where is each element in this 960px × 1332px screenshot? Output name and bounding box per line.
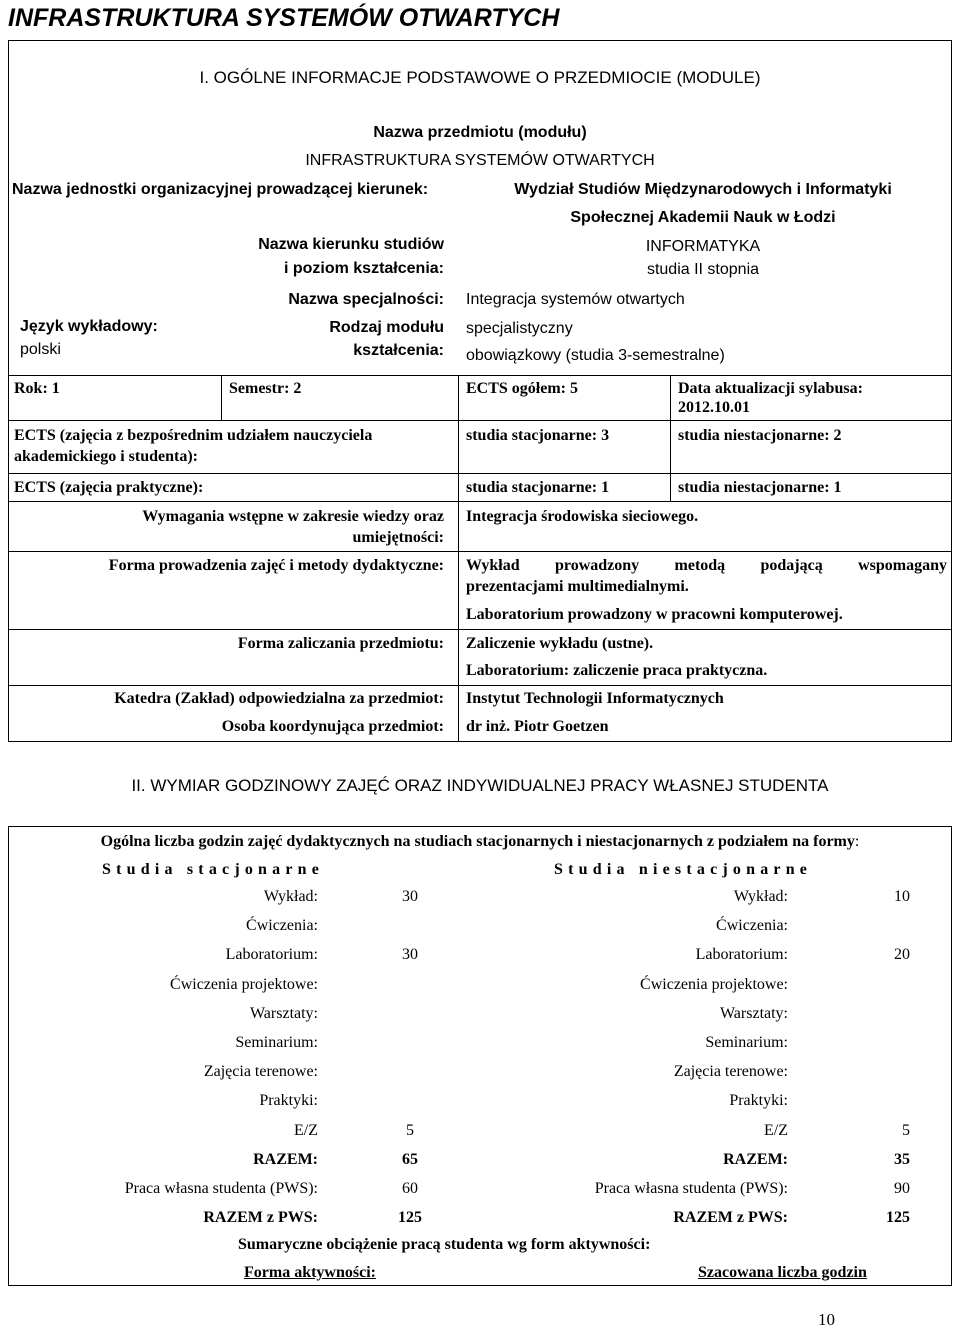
assessment-value-2: Laboratorium: zaliczenie praca praktyczna. — [466, 662, 768, 679]
hours-summary — [8, 833, 952, 851]
hours-row-label-extramural: RAZEM: — [723, 1151, 788, 1168]
hours-row-value-stationary: 5 — [406, 1122, 414, 1139]
hours-row-label-stationary: E/Z — [294, 1122, 318, 1139]
col-divider — [670, 375, 671, 420]
spec-label: Nazwa specjalności: — [288, 291, 444, 308]
ects-practical-extramural: studia niestacjonarne: 1 — [678, 479, 842, 496]
col-divider — [458, 473, 459, 501]
hours-row-value-stationary: 30 — [402, 888, 418, 905]
module-label-1: Rodzaj modułu — [329, 319, 444, 336]
update-label: Data aktualizacji sylabusa: — [678, 380, 863, 397]
module-value-2: obowiązkowy (studia 3-semestralne) — [466, 347, 725, 364]
extramural-header: Studia niestacjonarne — [554, 861, 813, 878]
page-title: INFRASTRUKTURA SYSTEMÓW OTWARTYCH — [8, 4, 560, 32]
col-divider — [458, 501, 459, 742]
methods-value-1: Wykład prowadzony metodą podającą wspomagany — [466, 557, 947, 574]
hours-row-label-stationary: Praktyki: — [259, 1092, 318, 1109]
hours-row-label-extramural: RAZEM z PWS: — [673, 1209, 788, 1226]
workload-label: Sumaryczne obciążenie pracą studenta wg form aktywności: — [238, 1236, 651, 1253]
page-number: 10 — [818, 1310, 835, 1329]
hours-summary-text: Ogólna liczba godzin zajęć dydaktycznych na studiach stacjonarnych i niestacjonarnych z podziałem na formy — [100, 833, 855, 850]
unit-value-2: Społecznej Akademii Nauk w Łodzi — [570, 209, 836, 226]
semester: Semestr: 2 — [229, 380, 302, 397]
row-divider — [8, 420, 952, 421]
methods-label: Forma prowadzenia zajęć i metody dydaktyczne: — [108, 557, 444, 574]
update-value: 2012.10.01 — [678, 399, 750, 416]
hours-row-label-stationary: Zajęcia terenowe: — [203, 1063, 318, 1080]
ects-direct-stationary: studia stacjonarne: 3 — [466, 427, 610, 444]
ects-practical-label: ECTS (zajęcia praktyczne): — [14, 479, 204, 496]
assessment-label: Forma zaliczania przedmiotu: — [237, 635, 444, 652]
stationary-header: Studia stacjonarne — [102, 861, 325, 878]
hours-row-value-stationary: 60 — [402, 1180, 418, 1197]
hours-row-label-extramural: E/Z — [764, 1122, 788, 1139]
hours-row-label-extramural: Praca własna studenta (PWS): — [594, 1180, 788, 1197]
hours-row-label-stationary: Praca własna studenta (PWS): — [124, 1180, 318, 1197]
section-1-heading: I. OGÓLNE INFORMACJE PODSTAWOWE O PRZEDMIOCIE (MODULE) — [199, 68, 761, 87]
section-2-heading: II. WYMIAR GODZINOWY ZAJĘĆ ORAZ INDYWIDUALNEJ PRACY WŁASNEJ STUDENTA — [131, 776, 829, 795]
prereq-value: Integracja środowiska sieciowego. — [466, 508, 699, 525]
col-divider — [670, 473, 671, 501]
unit-label: Nazwa jednostki organizacyjnej prowadzącej kierunek: — [12, 181, 429, 198]
row-divider — [8, 473, 952, 474]
hours-row-label-extramural: Ćwiczenia projektowe: — [640, 976, 788, 993]
hours-row-value-extramural: 90 — [894, 1180, 910, 1197]
field-value-2: studia II stopnia — [646, 261, 760, 278]
unit-value-1: Wydział Studiów Międzynarodowych i Informatyki — [514, 181, 892, 198]
hours-row-value-stationary: 65 — [402, 1151, 418, 1168]
col-divider — [670, 420, 671, 473]
hours-row-label-extramural: Zajęcia terenowe: — [673, 1063, 788, 1080]
hours-row-label-stationary: RAZEM z PWS: — [203, 1209, 318, 1226]
hours-row-value-extramural: 35 — [894, 1151, 910, 1168]
assessment-value-1: Zaliczenie wykładu (ustne). — [466, 635, 654, 652]
prereq-label-1: Wymagania wstępne w zakresie wiedzy oraz — [142, 508, 444, 525]
hours-row-value-extramural: 125 — [886, 1209, 910, 1226]
ects-direct-extramural: studia niestacjonarne: 2 — [678, 427, 842, 444]
hours-row-label-stationary: Warsztaty: — [249, 1005, 318, 1022]
year: Rok: 1 — [14, 380, 60, 397]
ects-practical-stationary: studia stacjonarne: 1 — [466, 479, 610, 496]
hours-row-label-extramural: Warsztaty: — [719, 1005, 788, 1022]
lang-value: polski — [20, 341, 61, 358]
hours-row-value-extramural: 20 — [894, 946, 910, 963]
row-divider — [8, 375, 952, 376]
hours-row-value-extramural: 10 — [894, 888, 910, 905]
hours-row-label-extramural: Ćwiczenia: — [716, 917, 788, 934]
field-value-1: INFORMATYKA — [645, 238, 761, 255]
hours-row-label-extramural: Wykład: — [733, 888, 788, 905]
hours-row-value-stationary: 30 — [402, 946, 418, 963]
prereq-label-2: umiejętności: — [352, 529, 444, 546]
hours-row-label-stationary: RAZEM: — [253, 1151, 318, 1168]
hours-row-label-stationary: Wykład: — [263, 888, 318, 905]
col-divider — [221, 375, 222, 420]
methods-value-3: Laboratorium prowadzony w pracowni komputerowej. — [466, 606, 843, 623]
subject-name: INFRASTRUKTURA SYSTEMÓW OTWARTYCH — [305, 152, 655, 169]
module-label-2: kształcenia: — [353, 342, 444, 359]
field-label-2: i poziom kształcenia: — [283, 260, 444, 277]
row-divider — [8, 501, 952, 502]
coordinator-label: Osoba koordynująca przedmiot: — [221, 718, 444, 735]
estimated-hours-label: Szacowana liczba godzin — [698, 1264, 867, 1281]
hours-row-label-extramural: Laboratorium: — [695, 946, 788, 963]
row-divider — [8, 629, 952, 630]
coordinator-value: dr inż. Piotr Goetzen — [466, 718, 609, 735]
activity-form-label: Forma aktywności: — [244, 1264, 376, 1281]
col-divider — [458, 375, 459, 420]
dept-label: Katedra (Zakład) odpowiedzialna za przedmiot: — [114, 690, 444, 707]
field-label-1: Nazwa kierunku studiów — [258, 236, 444, 253]
spec-value: Integracja systemów otwartych — [466, 291, 685, 308]
row-divider — [8, 551, 952, 552]
ects-total: ECTS ogółem: 5 — [466, 380, 578, 397]
module-value-1: specjalistyczny — [466, 320, 573, 337]
hours-row-label-extramural: Praktyki: — [729, 1092, 788, 1109]
ects-direct-label-1: ECTS (zajęcia z bezpośrednim udziałem nauczyciela — [14, 427, 373, 444]
dept-value: Instytut Technologii Informatycznych — [466, 690, 724, 707]
hours-row-label-stationary: Laboratorium: — [225, 946, 318, 963]
ects-direct-label-2: akademickiego i studenta): — [14, 448, 198, 465]
hours-summary-colon: : — [854, 833, 860, 850]
hours-row-label-stationary: Seminarium: — [235, 1034, 318, 1051]
col-divider — [458, 420, 459, 473]
hours-row-value-extramural: 5 — [902, 1122, 910, 1139]
lang-label: Język wykładowy: — [20, 318, 158, 335]
hours-row-label-extramural: Seminarium: — [705, 1034, 788, 1051]
subject-label: Nazwa przedmiotu (modułu) — [373, 124, 587, 141]
row-divider — [8, 685, 952, 686]
hours-row-label-stationary: Ćwiczenia projektowe: — [170, 976, 318, 993]
hours-row-label-stationary: Ćwiczenia: — [246, 917, 318, 934]
methods-value-2: prezentacjami multimedialnymi. — [466, 578, 689, 595]
hours-row-value-stationary: 125 — [398, 1209, 422, 1226]
